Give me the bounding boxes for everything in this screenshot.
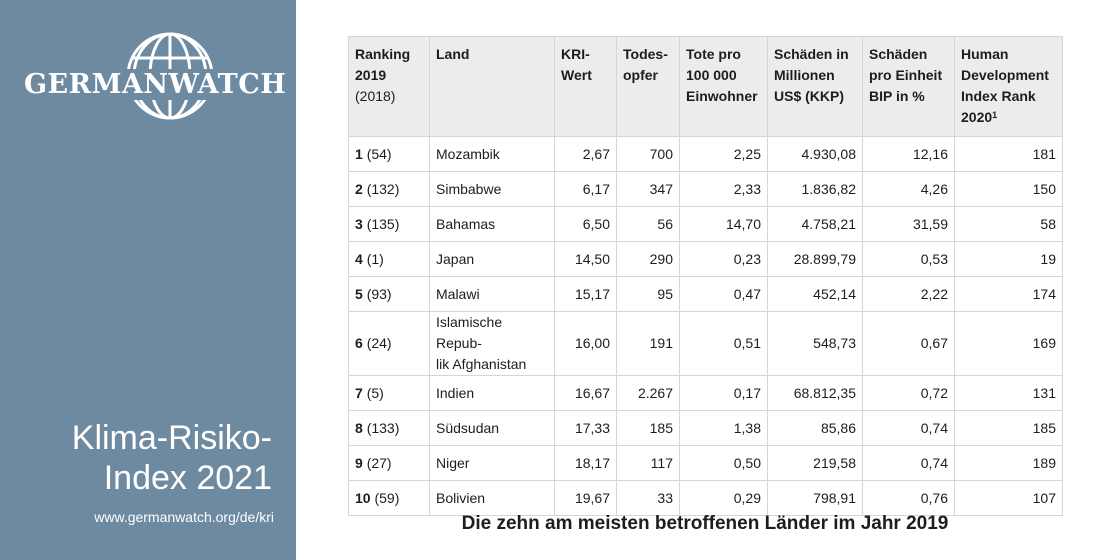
cell-rank: 7 (5) <box>349 376 430 411</box>
cell-schaeden-bip: 31,59 <box>863 207 955 242</box>
cell-land: Japan <box>430 242 555 277</box>
cell-rank: 10 (59) <box>349 481 430 516</box>
cell-hdi: 19 <box>955 242 1063 277</box>
sidebar <box>0 0 296 560</box>
cell-todesopfer: 347 <box>617 172 680 207</box>
cell-rank: 4 (1) <box>349 242 430 277</box>
index-title-line2: Index 2021 <box>103 459 272 497</box>
website-url[interactable]: www.germanwatch.org/de/kri <box>94 509 274 525</box>
cell-tote: 0,29 <box>680 481 768 516</box>
cell-rank: 8 (133) <box>349 411 430 446</box>
table-row <box>349 242 1063 277</box>
cell-rank: 9 (27) <box>349 446 430 481</box>
logo-wordmark: GERMANWATCH <box>24 69 287 100</box>
header-tote-pro-100000: Tote pro 100 000 Einwohner <box>680 37 768 137</box>
cell-schaeden-bip: 0,53 <box>863 242 955 277</box>
cell-todesopfer: 56 <box>617 207 680 242</box>
cell-todesopfer: 290 <box>617 242 680 277</box>
index-title <box>12 418 272 498</box>
cell-land: Südsudan <box>430 411 555 446</box>
cell-rank: 2 (132) <box>349 172 430 207</box>
cell-schaeden-mio: 1.836,82 <box>768 172 863 207</box>
table-header-row <box>349 37 1063 137</box>
cell-kri: 18,17 <box>555 446 617 481</box>
ranking-table-container <box>348 36 1062 516</box>
cell-todesopfer: 2.267 <box>617 376 680 411</box>
cell-rank: 3 (135) <box>349 207 430 242</box>
header-schaeden-bip: Schäden pro Einheit BIP in % <box>863 37 955 137</box>
cell-schaeden-bip: 0,72 <box>863 376 955 411</box>
header-schaeden-mio: Schäden in Millionen US$ (KKP) <box>768 37 863 137</box>
cell-schaeden-bip: 0,67 <box>863 312 955 376</box>
cell-schaeden-mio: 4.930,08 <box>768 137 863 172</box>
ranking-table <box>348 36 1063 516</box>
cell-hdi: 169 <box>955 312 1063 376</box>
cell-rank: 5 (93) <box>349 277 430 312</box>
cell-tote: 0,47 <box>680 277 768 312</box>
germanwatch-logo <box>22 30 287 125</box>
cell-todesopfer: 33 <box>617 481 680 516</box>
table-row <box>349 137 1063 172</box>
cell-hdi: 58 <box>955 207 1063 242</box>
header-land: Land <box>430 37 555 137</box>
cell-hdi: 174 <box>955 277 1063 312</box>
cell-hdi: 131 <box>955 376 1063 411</box>
cell-land: Simbabwe <box>430 172 555 207</box>
cell-schaeden-bip: 2,22 <box>863 277 955 312</box>
cell-schaeden-mio: 219,58 <box>768 446 863 481</box>
cell-hdi: 150 <box>955 172 1063 207</box>
cell-land: Bahamas <box>430 207 555 242</box>
cell-kri: 6,17 <box>555 172 617 207</box>
cell-kri: 16,67 <box>555 376 617 411</box>
cell-tote: 0,50 <box>680 446 768 481</box>
cell-rank: 1 (54) <box>349 137 430 172</box>
cell-todesopfer: 117 <box>617 446 680 481</box>
cell-land: Bolivien <box>430 481 555 516</box>
table-row <box>349 446 1063 481</box>
cell-hdi: 189 <box>955 446 1063 481</box>
cell-land: Indien <box>430 376 555 411</box>
cell-todesopfer: 700 <box>617 137 680 172</box>
cell-tote: 14,70 <box>680 207 768 242</box>
header-hdi: Human Development Index Rank 2020$^1$ <box>955 37 1063 137</box>
table-row <box>349 207 1063 242</box>
cell-schaeden-bip: 0,76 <box>863 481 955 516</box>
cell-hdi: 181 <box>955 137 1063 172</box>
cell-kri: 16,00 <box>555 312 617 376</box>
index-title-line1: Klima-Risiko- <box>71 419 272 457</box>
cell-land: Islamische Repub- lik Afghanistan <box>430 312 555 376</box>
cell-tote: 1,38 <box>680 411 768 446</box>
table-row <box>349 481 1063 516</box>
header-todesopfer: Todes-opfer <box>617 37 680 137</box>
cell-land: Niger <box>430 446 555 481</box>
table-row <box>349 376 1063 411</box>
cell-schaeden-bip: 0,74 <box>863 446 955 481</box>
cell-schaeden-bip: 12,16 <box>863 137 955 172</box>
cell-kri: 17,33 <box>555 411 617 446</box>
cell-schaeden-mio: 85,86 <box>768 411 863 446</box>
cell-rank: 6 (24) <box>349 312 430 376</box>
cell-hdi: 185 <box>955 411 1063 446</box>
table-row <box>349 172 1063 207</box>
table-row <box>349 411 1063 446</box>
cell-todesopfer: 185 <box>617 411 680 446</box>
cell-schaeden-bip: 0,74 <box>863 411 955 446</box>
cell-tote: 2,25 <box>680 137 768 172</box>
cell-schaeden-mio: 4.758,21 <box>768 207 863 242</box>
cell-tote: 2,33 <box>680 172 768 207</box>
cell-schaeden-mio: 28.899,79 <box>768 242 863 277</box>
cell-schaeden-mio: 68.812,35 <box>768 376 863 411</box>
cell-hdi: 107 <box>955 481 1063 516</box>
table-caption: Die zehn am meisten betroffenen Länder im Jahr 2019 <box>461 513 949 534</box>
cell-land: Mozambik <box>430 137 555 172</box>
cell-schaeden-mio: 798,91 <box>768 481 863 516</box>
cell-kri: 6,50 <box>555 207 617 242</box>
cell-schaeden-mio: 452,14 <box>768 277 863 312</box>
cell-kri: 19,67 <box>555 481 617 516</box>
cell-kri: 2,67 <box>555 137 617 172</box>
cell-todesopfer: 95 <box>617 277 680 312</box>
cell-tote: 0,51 <box>680 312 768 376</box>
cell-kri: 14,50 <box>555 242 617 277</box>
cell-kri: 15,17 <box>555 277 617 312</box>
table-row <box>349 312 1063 376</box>
header-ranking: Ranking 2019 (2018) <box>349 37 430 137</box>
cell-schaeden-bip: 4,26 <box>863 172 955 207</box>
cell-tote: 0,17 <box>680 376 768 411</box>
header-kri: KRI-Wert <box>555 37 617 137</box>
table-row <box>349 277 1063 312</box>
cell-tote: 0,23 <box>680 242 768 277</box>
cell-land: Malawi <box>430 277 555 312</box>
cell-schaeden-mio: 548,73 <box>768 312 863 376</box>
cell-todesopfer: 191 <box>617 312 680 376</box>
